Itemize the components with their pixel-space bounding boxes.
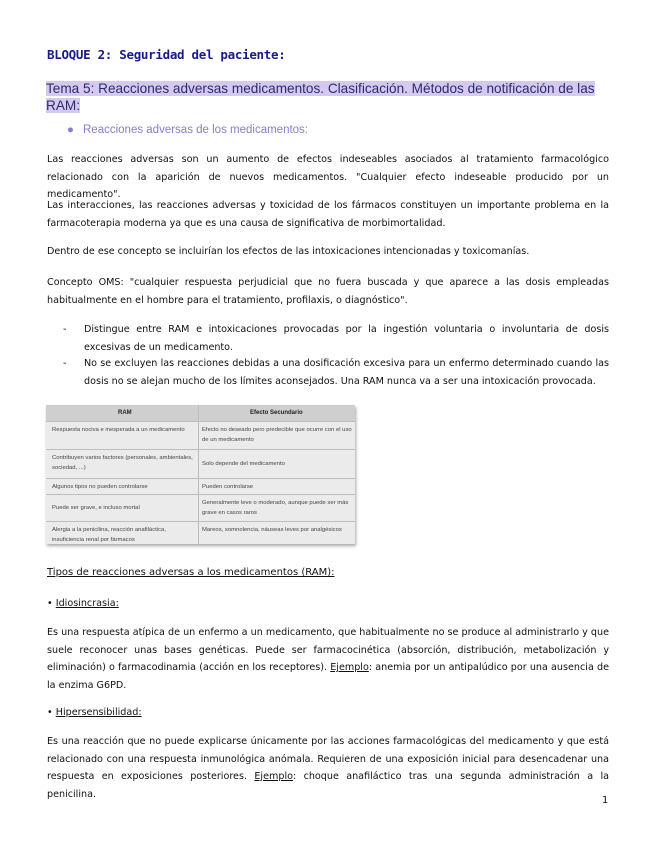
bullet-icon: • xyxy=(47,598,53,609)
page-number: 1 xyxy=(602,795,609,806)
dash-item-1 xyxy=(63,321,609,356)
tipos-heading: Tipos de reacciones adversas a los medicamentos (RAM): xyxy=(47,567,335,578)
block-title: BLOQUE 2: Seguridad del paciente: xyxy=(47,47,286,62)
hypersensitivity-label: Hipersensibilidad: xyxy=(55,707,142,718)
tema-title-highlight: Tema 5: Reacciones adversas medicamentos. Clasificación. Métodos de notificación de las RAM: xyxy=(46,81,595,113)
table-header xyxy=(46,405,355,421)
table-cell: Mareos, somnolencia, náuseas leves por analgésicos xyxy=(202,527,342,533)
table-header-ram: RAM xyxy=(118,410,132,416)
idiosyncrasy-example: : anemia por un antipalúdico por una ausencia de la enzima G6PD. xyxy=(47,662,609,691)
dash-mark: - xyxy=(63,324,67,335)
table-cell: Pueden controlarse xyxy=(202,484,254,490)
dash-item-2 xyxy=(63,355,609,390)
table-cell: Algunos tipos no pueden controlarse xyxy=(52,484,148,490)
idiosyncrasy-label: Idiosincrasia: xyxy=(55,598,119,609)
table-row xyxy=(46,478,355,494)
table-cell: Respuesta nociva e inesperada a un medicamento xyxy=(52,427,185,433)
paragraph-definition: Las reacciones adversas son un aumento de efectos indeseables asociados al tratamiento farmacológico relacionado con la aparición de nuevos medicamentos. "Cualquier efecto indeseable producido por un medicamento". xyxy=(47,154,609,200)
table-cell: Solo depende del medicamento xyxy=(202,461,285,467)
section-bullet-label: Reacciones adversas de los medicamentos: xyxy=(83,124,309,136)
paragraph-oms: Concepto OMS: "cualquier respuesta perjudicial que no fuera buscada y que aparece a las dosis empleadas habitualmente en el hombre para el tratamiento, profilaxis, o diagnóstico". xyxy=(47,277,609,306)
paragraph-hypersensitivity xyxy=(47,733,609,803)
table-cell: Contribuyen varios factores (personales, ambientales, sociedad, ...) xyxy=(52,455,193,471)
paragraph-idiosyncrasy xyxy=(47,624,609,694)
table-cell: Efecto no deseado pero predecible que ocurre con el uso de un medicamento xyxy=(202,427,352,443)
bullet-dot-icon: ● xyxy=(67,124,74,136)
hypersensitivity-heading xyxy=(47,704,609,722)
table-cell: Alergia a la penicilina, reacción anafiláctica, insuficiencia renal por fármacos xyxy=(52,527,166,543)
ram-vs-side-effect-table xyxy=(46,405,355,544)
idiosyncrasy-text: Es una respuesta atípica de un enfermo a un medicamento, que habitualmente no se produce al administrarlo y que suele reconocer unas bases genéticas. Puede ser farmacocinética (absorción, distribución, metabolización y eliminación) o farmacodinamia (acción en los receptores). xyxy=(47,627,609,673)
table-header-side-effect: Efecto Secundario xyxy=(250,410,303,416)
paragraph-concept: Dentro de ese concepto se incluirían los efectos de las intoxicaciones intencionadas y toxicomanías. xyxy=(47,246,530,257)
paragraph-interactions: Las interacciones, las reacciones adversas y toxicidad de los fármacos constituyen un importante problema en la farmacoterapia moderna ya que es una causa de significativa de morbimortalidad. xyxy=(47,200,609,229)
hypersensitivity-example: : choque anafiláctico tras una segunda administración a la penicilina. xyxy=(47,771,609,800)
ejemplo-label: Ejemplo xyxy=(330,662,369,673)
dash-mark: - xyxy=(63,358,67,369)
ejemplo-label: Ejemplo xyxy=(254,771,293,782)
hypersensitivity-text: Es una reacción que no puede explicarse únicamente por las acciones farmacológicas del medicamento y que está relacionado con una respuesta inmunológica anómala. Requieren de una exposición inicial para desencadenar una respuesta en exposiciones posteriores. xyxy=(47,736,609,782)
dash-item-2-text: No se excluyen las reacciones debidas a una dosificación excesiva para un enfermo determinado cuando las dosis no se alejan mucho de los límites aconsejados. Una RAM nunca va a ser una intoxicación provocada. xyxy=(84,358,609,387)
tema-title xyxy=(46,80,602,114)
table-cell: Puede ser grave, e incluso mortal xyxy=(52,505,140,511)
dash-item-1-text: Distingue entre RAM e intoxicaciones provocadas por la ingestión voluntaria o involuntaria de dosis excesivas de un medicamento. xyxy=(84,324,609,353)
table-row xyxy=(46,521,355,544)
table-row xyxy=(46,449,355,478)
table-cell: Generalmente leve o moderado, aunque puede ser más grave en casos raros xyxy=(202,500,349,516)
section-bullet xyxy=(67,124,308,136)
table-row xyxy=(46,421,355,449)
idiosyncrasy-heading xyxy=(47,595,609,613)
bullet-icon: • xyxy=(47,707,53,718)
table-row xyxy=(46,494,355,521)
